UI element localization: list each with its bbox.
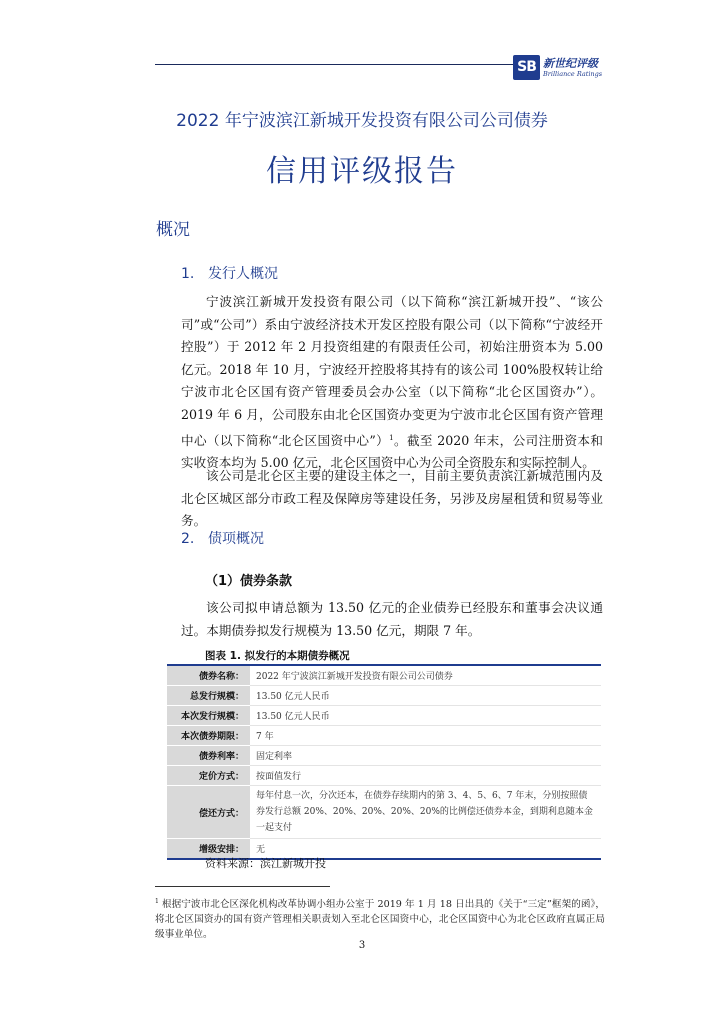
paragraph-issuer-business: 该公司是北仑区主要的建设主体之一，目前主要负责滨江新城范围内及北仑区城区部分市政工程及保障房等建设任务，另涉及房屋租赁和贸易等业务。	[181, 468, 603, 529]
table-row	[167, 706, 601, 726]
table-key: 总发行规模：	[167, 686, 250, 706]
table-value: 无	[250, 839, 601, 860]
table-value: 13.50 亿元人民币	[250, 686, 601, 706]
table-source-note: 资料来源：滨江新城开投	[205, 857, 326, 870]
table-key: 债券利率：	[167, 746, 250, 766]
subsection-title: 债项概况	[208, 531, 264, 547]
logo-chinese-name: 新世纪评级	[543, 57, 598, 70]
paragraph-text: 宁波滨江新城开发投资有限公司（以下简称“滨江新城开投”、“该公司”或“公司”）系由宁波经济技术开发区控股有限公司（以下简称“宁波经开控股”）于 2012 年 2 月投资组建的有限责任公司，初始注册资本为 5.00 亿元。2018 年 10 月，宁波经开控股将其持有的该公司 100%股权转让给宁波市北仑区国有资产管理委员会办公室（以下简称“北仑区国资办”）。2019 年 6 月，公司股东由北仑区国资办变更为宁波市北仑区国有资产管理中心（以下简称“北仑区国资中心”）	[181, 294, 603, 448]
table-row	[167, 746, 601, 766]
subsection-bond	[181, 528, 264, 548]
table-value: 13.50 亿元人民币	[250, 706, 601, 726]
footnote	[155, 894, 605, 942]
table-value: 2022 年宁波滨江新城开发投资有限公司公司债券	[250, 665, 601, 686]
footnote-mark: 1	[155, 898, 159, 905]
paragraph-issuer-history	[181, 291, 603, 475]
table-value: 固定利率	[250, 746, 601, 766]
table-key: 增级安排：	[167, 839, 250, 860]
paragraph-bond-terms: 该公司拟申请总额为 13.50 亿元的企业债券已经股东和董事会决议通过。本期债券拟发行规模为 13.50 亿元，期限 7 年。	[181, 600, 603, 638]
table-key: 本次债券期限：	[167, 726, 250, 746]
table-key: 定价方式：	[167, 766, 250, 786]
table-row	[167, 766, 601, 786]
table-value: 按面值发行	[250, 766, 601, 786]
table-key: 偿还方式：	[167, 786, 250, 839]
header-rule	[155, 64, 513, 65]
footnote-divider	[155, 886, 330, 887]
table-key: 本次发行规模：	[167, 706, 250, 726]
footnote-text: 根据宁波市北仑区深化机构改革协调小组办公室于 2019 年 1 月 18 日出具的《关于“三定”框架的函》，将北仑区国资办的国有资产管理相关职责划入至北仑区国资中心，北仑区国资中心为北仑区政府直属正局级事业单位。	[155, 899, 605, 941]
subsection-title: 发行人概况	[208, 266, 278, 282]
report-subtitle: 2022 年宁波滨江新城开发投资有限公司公司债券	[176, 111, 548, 131]
report-title: 信用评级报告	[266, 154, 458, 189]
table-value: 每年付息一次，分次还本，在债券存续期内的第 3、4、5、6、7 年末，分别按照债券发行总额 20%、20%、20%、20%、20%的比例偿还债券本金，到期利息随本金一起支付	[250, 786, 601, 839]
table-row	[167, 726, 601, 746]
sb-logo-icon: SB	[513, 55, 540, 80]
figure-caption: 图表 1. 拟发行的本期债券概况	[205, 650, 350, 662]
table-value: 7 年	[250, 726, 601, 746]
subsection-issuer	[181, 263, 278, 283]
section-heading-overview: 概况	[156, 220, 190, 240]
table-key: 债券名称：	[167, 665, 250, 686]
subsection-number: 1.	[181, 266, 195, 282]
subsection-number: 2.	[181, 531, 195, 547]
paragraph-text-tail: 。截至 2020 年末，公司注册资本和实收资本均为 5.00 亿元，北仑区国资中心为公司全资股东和实际控制人。	[181, 432, 603, 471]
table-row	[167, 665, 601, 686]
table-row	[167, 786, 601, 839]
bond-terms-table	[167, 664, 601, 860]
bond-terms-heading: （1）债券条款	[205, 574, 293, 589]
brilliance-ratings-logo	[513, 53, 623, 83]
footnote-ref: 1	[389, 433, 394, 442]
logo-english-name: Brilliance Ratings	[543, 70, 603, 78]
page-number: 3	[358, 940, 366, 951]
table-row	[167, 686, 601, 706]
